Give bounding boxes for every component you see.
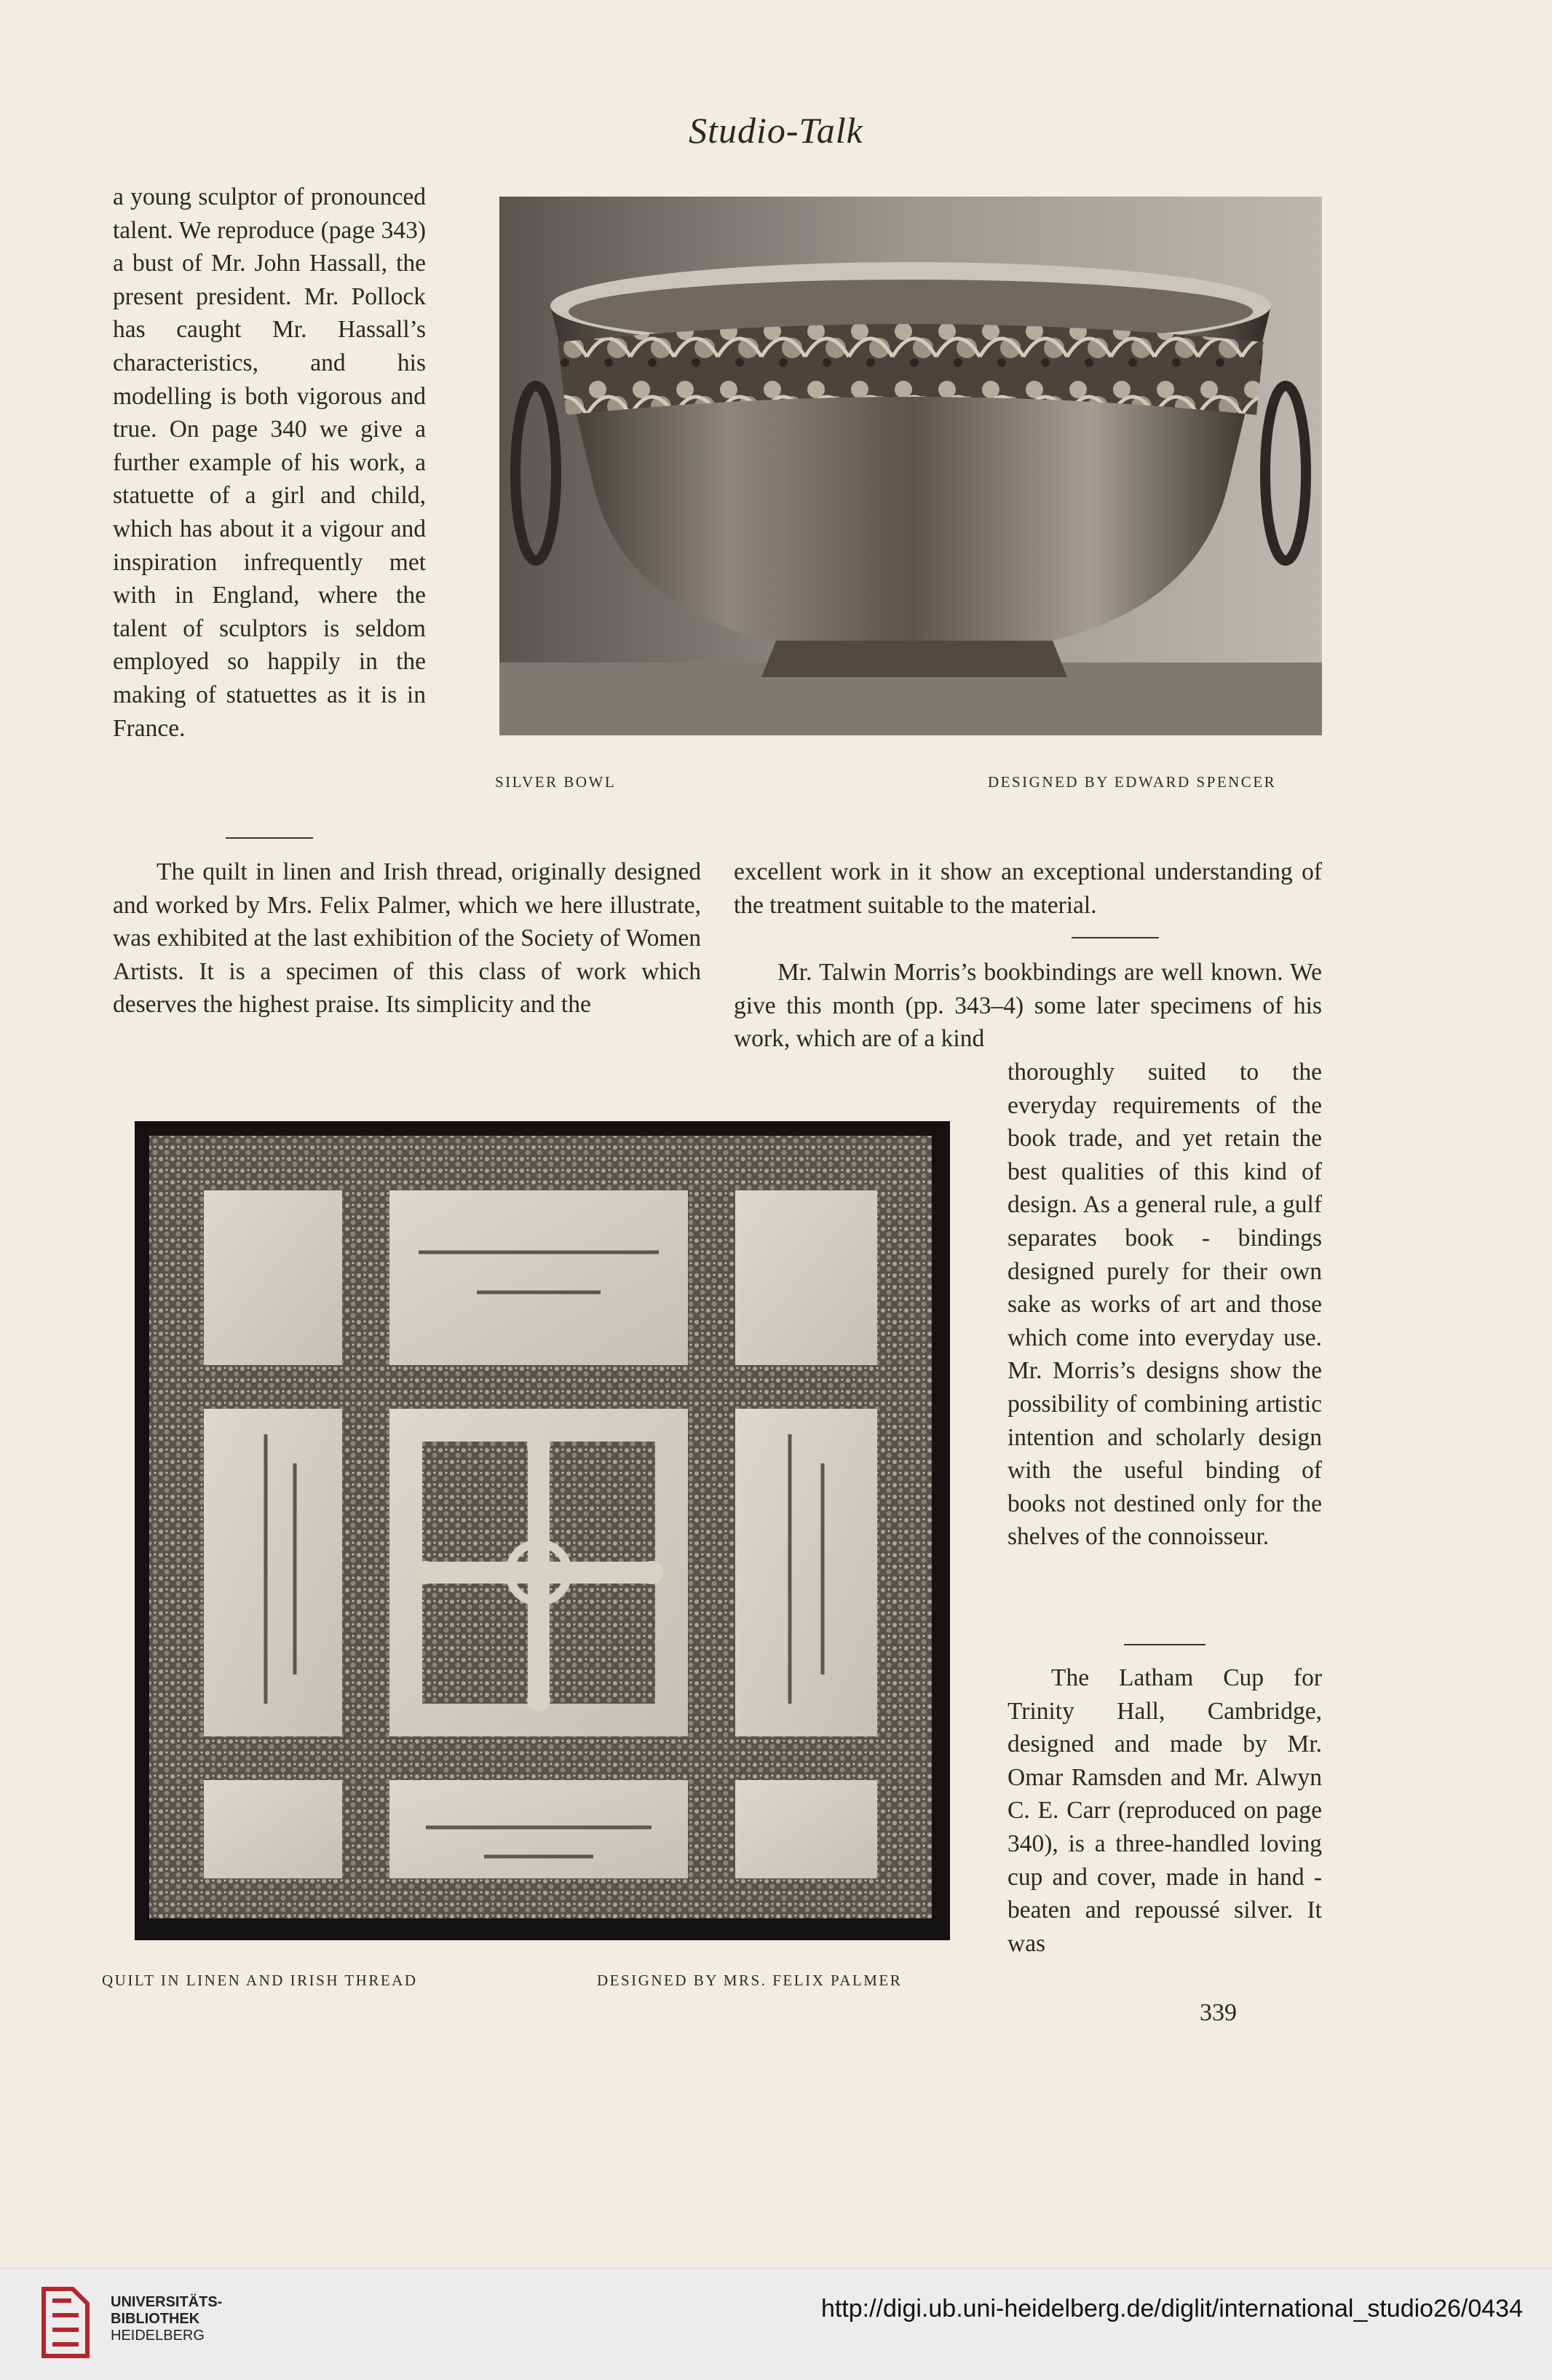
latham-paragraph: The Latham Cup for Trinity Hall, Cambridge, designed and made by Mr. Omar Ramsden and Mr. Alwyn C. E. Carr (reproduced on page 340), is a three-handled loving cup and cover, made in hand - beaten and repoussé silver. It was — [1007, 1664, 1322, 1957]
quilt-paragraph-continued: excellent work in it show an exceptional understanding of the treatment suitable to the material. — [734, 858, 1322, 919]
page-number: 339 — [1200, 1999, 1237, 2026]
morris-paragraph-top — [734, 956, 1322, 1056]
silver-bowl-photo — [499, 197, 1322, 735]
quilt-paragraph-left — [113, 855, 701, 1021]
morris-paragraph: Mr. Talwin Morris’s bookbindings are well known. We give this month (pp. 343–4) some later specimens of his work, which are of a kind — [734, 959, 1322, 1053]
morris-paragraph-narrow — [1007, 1056, 1322, 1554]
source-url-link[interactable]: http://digi.ub.uni-heidelberg.de/diglit/international_studio26/0434 — [820, 2295, 1523, 2322]
quilt-caption-designer: DESIGNED BY MRS. FELIX PALMER — [597, 1972, 903, 1989]
divider — [1072, 937, 1159, 938]
intro-paragraph: a young sculptor of pronounced talent. We reproduce (page 343) a bust of Mr. John Hassall, the present president. Mr. Pollock has caught Mr. Hassall’s characteristics, and his modelling is both vigorous and true. On page 340 we give a further example of his work, a statuette of a girl and child, which has about it a vigour and inspiration infrequently met with in England, where the talent of sculptors is seldom employed so happily in the making of statuettes as it is in France. — [113, 183, 426, 742]
bowl-caption-designer: DESIGNED BY EDWARD SPENCER — [988, 773, 1277, 791]
library-name-line3: HEIDELBERG — [111, 2328, 205, 2344]
morris-paragraph-continued: thoroughly suited to the everyday requirements of the book trade, and yet retain the best qualities of this kind of design. As a general rule, a gulf separates book - bindings designed purely for their own sake as works of art and those which come into everyday use. Mr. Morris’s designs show the possibility of combining artistic intention and scholarly design with the useful binding of books not destined only for the shelves of the connoisseur. — [1007, 1059, 1322, 1551]
quilt-photo — [135, 1121, 950, 1940]
intro-column — [113, 181, 426, 745]
latham-paragraph-column — [1007, 1661, 1322, 1960]
library-logo-icon — [36, 2283, 96, 2363]
divider — [1124, 1644, 1205, 1645]
library-name-line1: UNIVERSITÄTS- — [111, 2294, 223, 2310]
digitization-footer — [0, 2268, 1552, 2380]
running-head: Studio-Talk — [689, 110, 863, 151]
divider — [226, 837, 313, 839]
quilt-paragraph-right — [734, 855, 1322, 922]
bowl-caption-title: SILVER BOWL — [495, 773, 617, 791]
quilt-paragraph: The quilt in linen and Irish thread, originally designed and worked by Mrs. Felix Palmer, which we here illustrate, was exhibited at the last exhibition of the Society of Women Artists. It is a specimen of this class of work which deserves the highest praise. Its simplicity and the — [113, 858, 701, 1019]
library-name — [111, 2294, 222, 2344]
library-name-line2: BIBLIOTHEK — [111, 2311, 200, 2327]
quilt-caption-title: QUILT IN LINEN AND IRISH THREAD — [102, 1972, 418, 1989]
